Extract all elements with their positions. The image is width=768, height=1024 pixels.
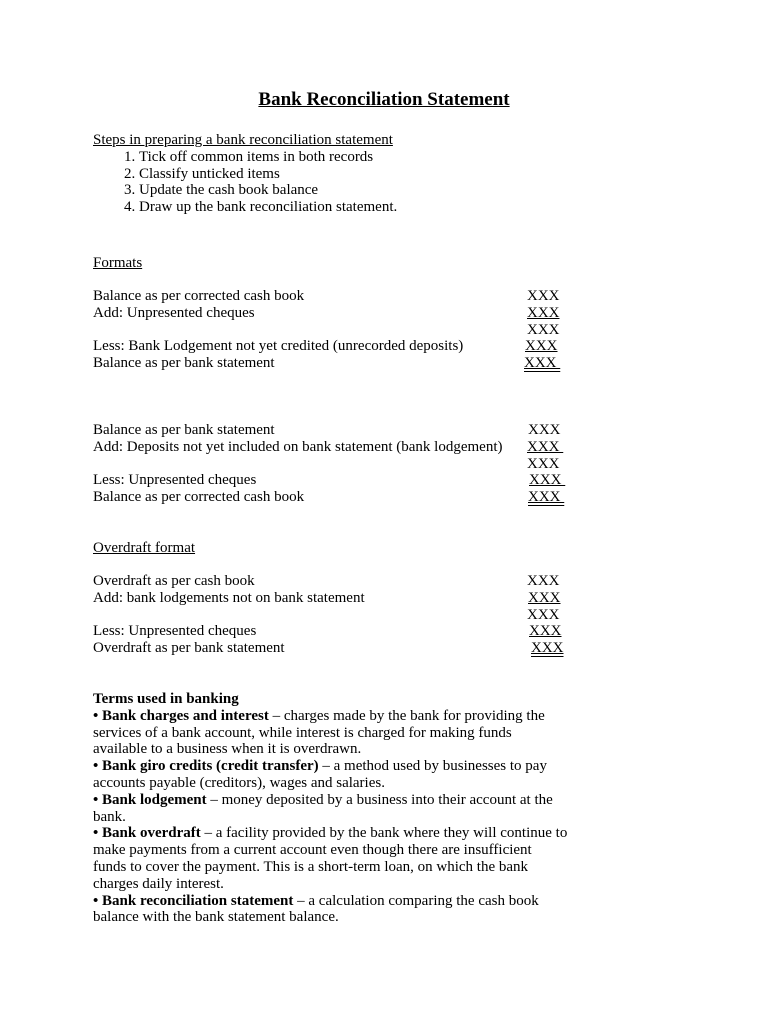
row-amount: XXX xyxy=(529,623,562,640)
row-label: Overdraft as per cash book xyxy=(93,573,255,589)
steps-section xyxy=(93,132,693,216)
row-amount: XXX xyxy=(528,422,561,438)
formats-heading: Formats xyxy=(93,255,143,271)
row-amount: XXX xyxy=(527,438,564,455)
row-label: Less: Unpresented cheques xyxy=(93,472,257,489)
format-row xyxy=(93,338,693,355)
row-label: Less: Bank Lodgement not yet credited (unrecorded deposits) xyxy=(93,338,464,355)
format-row xyxy=(93,489,693,506)
page-title: Bank Reconciliation Statement xyxy=(258,89,510,110)
format-row xyxy=(93,305,693,322)
row-amount: XXX xyxy=(531,640,564,657)
row-amount: XXX xyxy=(527,288,560,304)
step-item: 3. Update the cash book balance xyxy=(139,182,693,199)
row-amount: XXX xyxy=(527,455,560,472)
step-item: 2. Classify unticked items xyxy=(139,166,693,183)
format-row xyxy=(93,472,693,489)
row-label: Balance as per bank statement xyxy=(93,422,275,438)
term-item xyxy=(93,708,568,758)
format-row xyxy=(93,439,693,456)
term-definition: – a facility provided by the bank where they will continue to make payments from a current account even though there are insufficient funds to cover the payment. This is a short-term loan, on which the bank charges daily interest. xyxy=(93,825,568,892)
format-row xyxy=(93,456,693,473)
row-label: Balance as per corrected cash book xyxy=(93,288,305,304)
row-amount: XXX xyxy=(527,606,560,623)
row-amount: XXX xyxy=(529,472,566,489)
term-name: • Bank overdraft xyxy=(93,825,201,842)
term-name: • Bank lodgement xyxy=(93,791,207,808)
row-amount: XXX xyxy=(528,489,565,506)
term-item xyxy=(93,792,568,826)
row-amount: XXX xyxy=(528,589,561,606)
row-amount: XXX xyxy=(525,338,558,355)
term-definition: – a method used by businesses to pay accounts payable (creditors), wages and salaries. xyxy=(93,758,547,791)
term-item xyxy=(93,758,568,792)
row-label: Add: bank lodgements not on bank statement xyxy=(93,589,365,606)
term-name: • Bank charges and interest xyxy=(93,707,269,724)
format-row xyxy=(93,573,693,590)
format-row xyxy=(93,607,693,624)
term-name: • Bank giro credits (credit transfer) xyxy=(93,758,319,775)
terms-section xyxy=(93,691,693,926)
format-row xyxy=(93,590,693,607)
row-amount: XXX xyxy=(527,321,560,338)
format-two-table xyxy=(93,422,693,506)
row-label: Balance as per corrected cash book xyxy=(93,489,305,506)
term-definition: – a calculation comparing the cash book balance with the bank statement balance. xyxy=(93,892,539,926)
format-row xyxy=(93,355,693,372)
terms-heading-text: Terms used in banking xyxy=(93,691,239,707)
row-amount: XXX xyxy=(524,355,561,372)
row-label: Overdraft as per bank statement xyxy=(93,640,285,657)
overdraft-table xyxy=(93,573,693,657)
step-item: 1. Tick off common items in both records xyxy=(139,149,693,166)
terms-heading xyxy=(93,691,568,708)
format-row xyxy=(93,640,693,657)
overdraft-section xyxy=(93,540,693,557)
term-item xyxy=(93,893,568,927)
row-amount: XXX xyxy=(527,304,560,321)
format-row xyxy=(93,422,693,439)
row-label: Add: Unpresented cheques xyxy=(93,304,255,321)
format-one-table xyxy=(93,288,693,372)
format-row xyxy=(93,623,693,640)
row-label: Balance as per bank statement xyxy=(93,355,275,372)
term-definition: – charges made by the bank for providing the services of a bank account, while interest is charged for making funds available to a business when it is overdrawn. xyxy=(93,707,545,758)
term-name: • Bank reconciliation statement xyxy=(93,892,294,909)
format-row xyxy=(93,322,693,339)
step-item: 4. Draw up the bank reconciliation statement. xyxy=(139,199,693,216)
row-amount: XXX xyxy=(527,573,560,589)
format-row xyxy=(93,288,693,305)
term-item xyxy=(93,825,568,892)
row-label: Add: Deposits not yet included on bank statement (bank lodgement) xyxy=(93,438,503,455)
formats-section xyxy=(93,255,693,272)
row-label: Less: Unpresented cheques xyxy=(93,623,257,640)
steps-heading: Steps in preparing a bank reconciliation statement xyxy=(93,132,393,148)
term-definition: – money deposited by a business into their account at the bank. xyxy=(93,791,553,825)
overdraft-heading: Overdraft format xyxy=(93,540,196,556)
steps-list xyxy=(93,149,693,216)
